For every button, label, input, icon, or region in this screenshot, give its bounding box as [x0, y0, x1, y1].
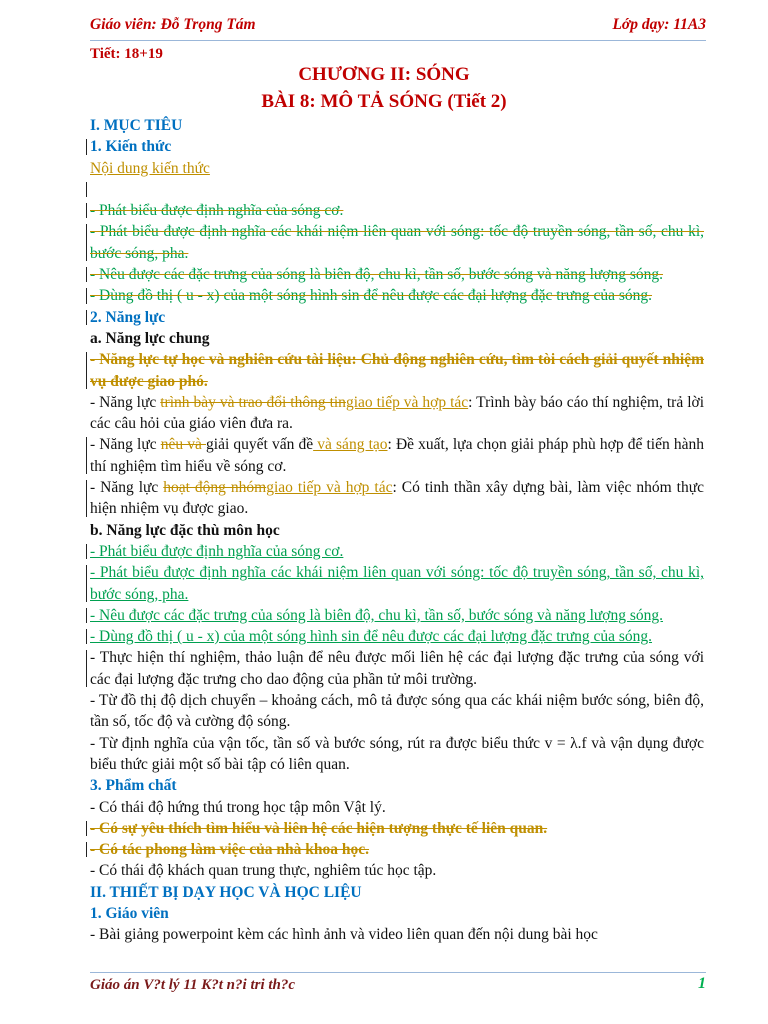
list-item: - Có thái độ hứng thú trong học tập môn Vật lý.: [90, 798, 386, 816]
period-label: Tiết: 18+19: [90, 46, 163, 62]
inserted-list-item: - Phát biểu được định nghĩa của sóng cơ.: [90, 541, 704, 562]
list-item: - Năng lực nêu và giải quyết vấn đề và sáng tạo: Đề xuất, lựa chọn giải pháp phù hợp để tiến hành thí nghiệm tìm hiểu về sóng cơ.: [90, 434, 704, 477]
empty-line: [90, 179, 704, 200]
deleted-list-item: - Có sự yêu thích tìm hiểu và liên hệ các hiện tượng thực tế liên quan.: [90, 818, 704, 839]
chapter-title: CHƯƠNG II: SÓNG: [298, 64, 470, 85]
deleted-list-item: - Phát biểu được định nghĩa các khái niệm liên quan với sóng: tốc độ truyền sóng, tần số, chu kì, bước sóng, pha.: [90, 221, 704, 264]
subsection-heading: 2. Năng lực: [90, 307, 704, 328]
page-footer: [90, 972, 706, 999]
deleted-list-item: - Có tác phong làm việc của nhà khoa học.: [90, 839, 704, 860]
list-item: - Thực hiện thí nghiệm, thảo luận để nêu được mối liên hệ các đại lượng đặc trưng của sóng với các đại lượng đặc trưng cho dao động của phần tử môi trường.: [90, 647, 704, 690]
inserted-heading: Nội dung kiến thức: [90, 159, 210, 177]
subsection-heading: 1. Giáo viên: [90, 904, 169, 922]
deleted-list-item: - Phát biểu được định nghĩa của sóng cơ.: [90, 200, 704, 221]
section-heading: II. THIẾT BỊ DẠY HỌC VÀ HỌC LIỆU: [90, 883, 362, 901]
footer-text: Giáo án V?t lý 11 K?t n?i tri th?c: [90, 977, 296, 993]
deleted-text: trình bày và trao đổi thông tin: [160, 393, 346, 411]
inserted-text: giao tiếp và hợp tác: [266, 479, 393, 497]
deleted-list-item: - Nêu được các đặc trưng của sóng là biên độ, chu kì, tần số, bước sóng và năng lượng sóng.: [90, 264, 704, 285]
list-item: - Từ đồ thị độ dịch chuyển – khoảng cách, mô tả được sóng qua các khái niệm bước sóng, biên độ, tần số, tốc độ và cường độ sóng.: [90, 692, 704, 731]
deleted-list-item: - Dùng đồ thị ( u - x) của một sóng hình sin để nêu được các đại lượng đặc trưng của sóng.: [90, 285, 704, 306]
subsection-heading: 3. Phẩm chất: [90, 777, 177, 795]
document-body: [90, 115, 704, 946]
inserted-list-item: - Phát biểu được định nghĩa các khái niệm liên quan với sóng: tốc độ truyền sóng, tần số, chu kì, bước sóng, pha.: [90, 562, 704, 605]
subsection-heading: 1. Kiến thức: [90, 136, 704, 157]
deleted-paragraph: - Năng lực tự học và nghiên cứu tài liệu: Chủ động nghiên cứu, tìm tòi cách giải quyết nhiệm vụ được giao phó.: [90, 349, 704, 392]
page-number: 1: [698, 975, 706, 992]
list-item: - Bài giảng powerpoint kèm các hình ảnh và video liên quan đến nội dung bài học: [90, 926, 598, 944]
inserted-text: và sáng tạo: [313, 436, 388, 454]
inserted-text: giao tiếp và hợp tác: [345, 393, 469, 411]
section-heading: I. MỤC TIÊU: [90, 117, 183, 134]
header-teacher: Giáo viên: Đỗ Trọng Tám: [90, 16, 256, 33]
subheading: b. Năng lực đặc thù môn học: [90, 521, 280, 539]
list-item: - Năng lực hoạt động nhómgiao tiếp và hợp tác: Có tinh thần xây dựng bài, làm việc nhóm thực hiện nhiệm vụ được giao.: [90, 477, 704, 520]
deleted-text: hoạt động nhóm: [163, 479, 267, 497]
list-item: - Có thái độ khách quan trung thực, nghiêm túc học tập.: [90, 862, 437, 880]
list-item: - Từ định nghĩa của vận tốc, tần số và bước sóng, rút ra được biểu thức v = λ.f và vận dụng được biểu thức giải một số bài tập có liên quan.: [90, 734, 704, 773]
inserted-list-item: - Nêu được các đặc trưng của sóng là biên độ, chu kì, tần số, bước sóng và năng lượng sóng.: [90, 605, 704, 626]
page-header: [90, 16, 706, 41]
lesson-title: BÀI 8: MÔ TẢ SÓNG (Tiết 2): [261, 91, 507, 112]
deleted-text: nêu và: [160, 436, 207, 454]
list-item: - Năng lực trình bày và trao đổi thông tingiao tiếp và hợp tác: Trình bày báo cáo thí nghiệm, trả lời các câu hỏi của giáo viên đưa ra.: [90, 393, 705, 433]
inserted-list-item: - Dùng đồ thị ( u - x) của một sóng hình sin để nêu được các đại lượng đặc trưng của sóng.: [90, 626, 704, 647]
header-class: Lớp dạy: 11A3: [612, 16, 706, 33]
subheading: a. Năng lực chung: [90, 329, 210, 347]
